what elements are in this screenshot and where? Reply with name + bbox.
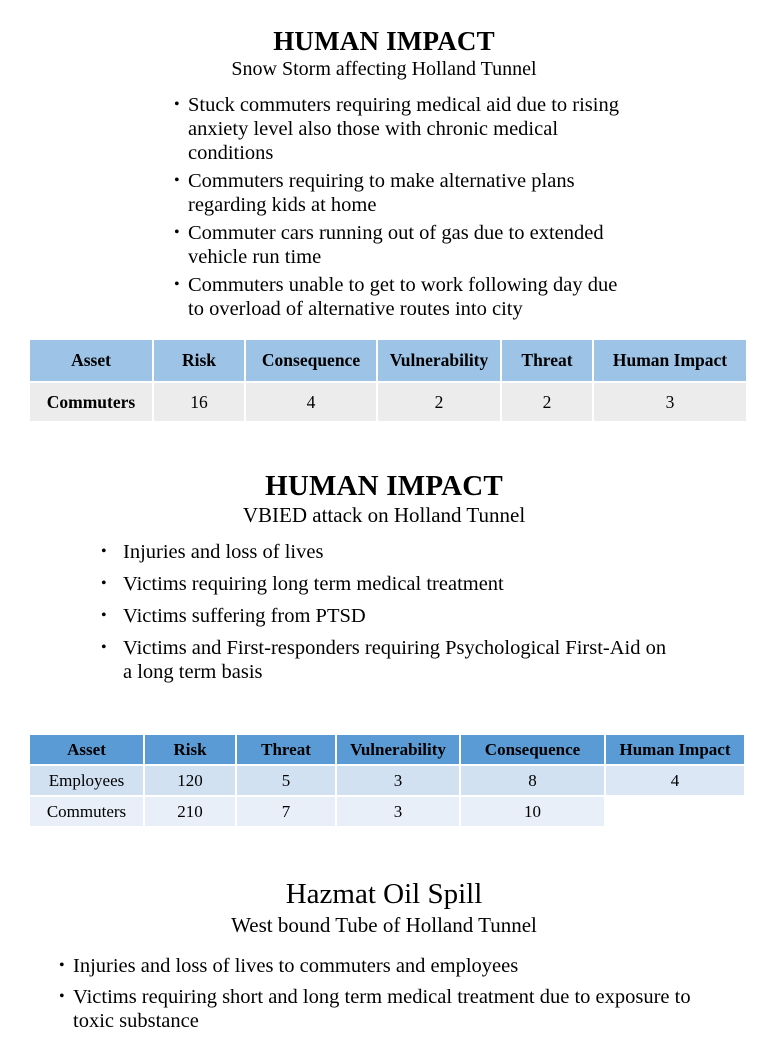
list-item: • Injuries and loss of lives to commuters and employees <box>59 954 719 978</box>
list-item: • Injuries and loss of lives <box>101 540 671 564</box>
column-header-threat: Threat <box>502 340 592 381</box>
list-item: • Victims requiring long term medical treatment <box>101 572 671 596</box>
section1-title: HUMAN IMPACT <box>273 26 495 56</box>
section2-title: HUMAN IMPACT <box>265 470 503 502</box>
column-header-risk: Risk <box>154 340 244 381</box>
column-header-human-impact: Human Impact <box>606 735 744 764</box>
table-row <box>30 797 744 826</box>
list-item: • Commuters unable to get to work following day due to overload of alternative routes into city <box>174 273 624 321</box>
table-cell: 3 <box>594 383 746 421</box>
table-cell: 2 <box>378 383 500 421</box>
section3-bullet-list <box>59 954 719 1040</box>
table-cell: Commuters <box>30 797 143 826</box>
table-cell: 4 <box>606 766 744 795</box>
section1-subtitle: Snow Storm affecting Holland Tunnel <box>231 58 537 80</box>
table-cell <box>606 797 744 826</box>
column-header-asset: Asset <box>30 340 152 381</box>
column-header-risk: Risk <box>145 735 235 764</box>
table-header-row <box>30 735 744 764</box>
section1-bullet-list <box>174 93 624 325</box>
list-item: • Stuck commuters requiring medical aid due to rising anxiety level also those with chronic medical conditions <box>174 93 624 165</box>
section3-subtitle: West bound Tube of Holland Tunnel <box>231 913 537 937</box>
table-cell: 210 <box>145 797 235 826</box>
table-cell: 16 <box>154 383 244 421</box>
section1-risk-table <box>28 338 748 423</box>
table-cell: 10 <box>461 797 604 826</box>
table-cell: Employees <box>30 766 143 795</box>
column-header-consequence: Consequence <box>246 340 376 381</box>
table-cell: 8 <box>461 766 604 795</box>
column-header-vulnerability: Vulnerability <box>337 735 459 764</box>
section2-risk-table <box>28 733 746 828</box>
list-item: • Victims suffering from PTSD <box>101 604 671 628</box>
table-row <box>30 766 744 795</box>
table-cell: 3 <box>337 766 459 795</box>
table-cell: Commuters <box>30 383 152 421</box>
table-cell: 5 <box>237 766 335 795</box>
list-item: • Victims requiring short and long term medical treatment due to exposure to toxic substance <box>59 985 719 1033</box>
table-cell: 3 <box>337 797 459 826</box>
table-cell: 120 <box>145 766 235 795</box>
table-header-row <box>30 340 746 381</box>
column-header-vulnerability: Vulnerability <box>378 340 500 381</box>
section3-title: Hazmat Oil Spill <box>285 878 483 910</box>
list-item: • Victims and First-responders requiring Psychological First-Aid on a long term basis <box>101 636 671 684</box>
table-row <box>30 383 746 421</box>
table-cell: 2 <box>502 383 592 421</box>
list-item: • Commuters requiring to make alternative plans regarding kids at home <box>174 169 624 217</box>
section2-subtitle: VBIED attack on Holland Tunnel <box>242 503 526 527</box>
list-item: • Commuter cars running out of gas due to extended vehicle run time <box>174 221 624 269</box>
column-header-consequence: Consequence <box>461 735 604 764</box>
column-header-asset: Asset <box>30 735 143 764</box>
table-cell: 7 <box>237 797 335 826</box>
column-header-human-impact: Human Impact <box>594 340 746 381</box>
section2-bullet-list <box>101 540 671 692</box>
column-header-threat: Threat <box>237 735 335 764</box>
table-cell: 4 <box>246 383 376 421</box>
